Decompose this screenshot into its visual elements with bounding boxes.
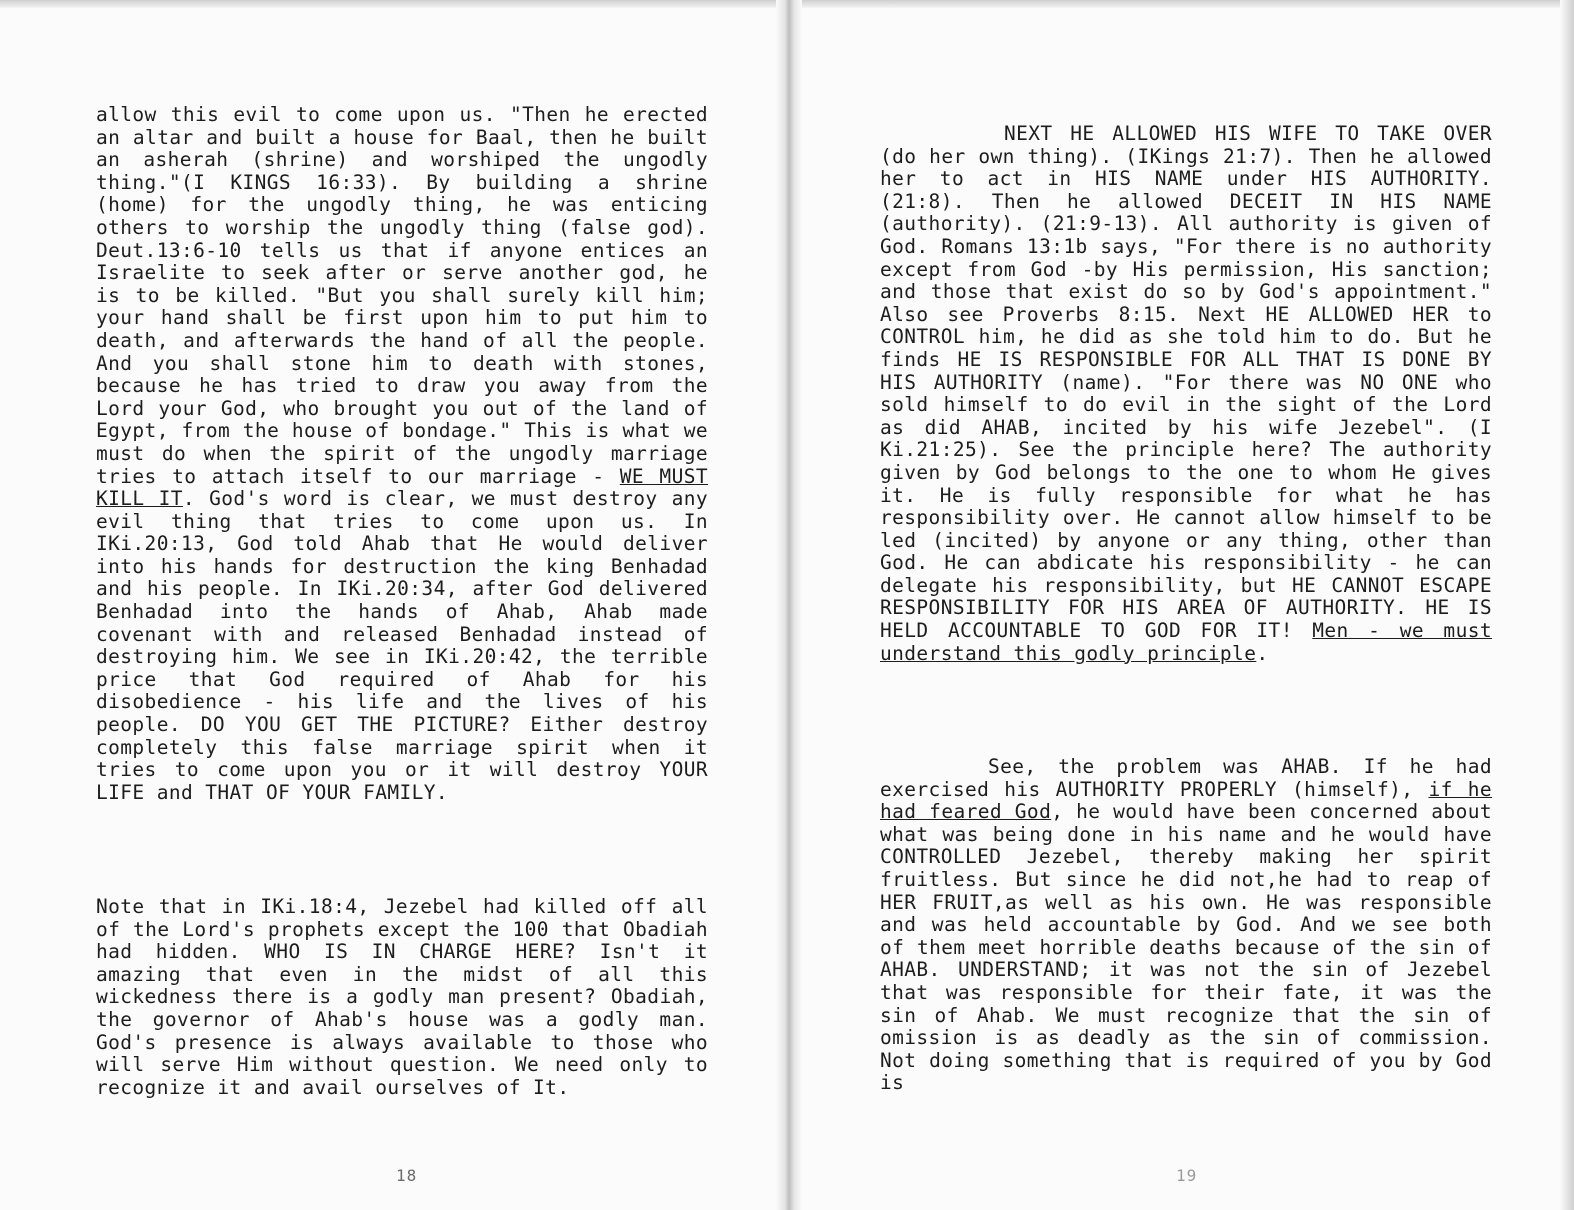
left-page-number: 18 [396, 1166, 418, 1185]
right-p1-text-a: NEXT HE ALLOWED HIS WIFE TO TAKE OVER (do her own thing). (IKings 21:7). Then he allowed her to act in HIS NAME under HIS AUTHORITY. (21:8). Then he allowed DECEIT IN HIS NAME (authority). (21:9-13). All authority is given of God. Romans 13:1b says, "For there is no authority except from God -by His permission, His sanction; and those that exist do so by God's appointment." Also see Proverbs 8:15. Next HE ALLOWED HER to CONTROL him, he did as she told him to do. But he finds HE IS RESPONSIBLE FOR ALL THAT IS DONE BY HIS AUTHORITY (name). "For there was NO ONE who sold himself to do evil in the sight of the Lord as did AHAB, incited by his wife Jezebel". (I Ki.21:25). See the principle here? The authority given by God belongs to the one to whom He gives it. He is fully responsible for what he has responsibility over. He cannot allow himself to be led (incited) by anyone or any thing, other than God. He can abdicate his responsibility - he can delegate his responsibility, but HE CANNOT ESCAPE RESPONSIBILITY FOR HIS AREA OF AUTHORITY. HE IS HELD ACCOUNTABLE TO GOD FOR IT! [880, 122, 1492, 643]
left-paragraph-1 [96, 104, 708, 804]
right-p2-text-b: , he would have been concerned about what was being done in his name and he would have CONTROLLED Jezebel, thereby making her spirit fruitless. But since he did not,he had to reap of HER FRUIT,as well as his own. He was responsible and was held accountable by God. And we see both of them meet horrible deaths because of the sin of AHAB. UNDERSTAND; it was not the sin of Jezebel that was responsible for their fate, it was the sin of Ahab. We must recognize that the sin of omission is as deadly as the sin of commission. Not doing something that is required of you by God is [880, 800, 1492, 1095]
left-p1-underlined: WE MUST KILL IT [96, 464, 708, 511]
right-p1-text-b: . [1256, 641, 1269, 665]
right-page [880, 0, 1500, 1210]
left-page [96, 0, 716, 1210]
right-p2-text-a: See, the problem was AHAB. If he had exercised his AUTHORITY PROPERLY (himself), [880, 755, 1492, 801]
left-paragraph-2: Note that in IKi.18:4, Jezebel had killed off all of the Lord's prophets except the 100 that Obadiah had hidden. WHO IS IN CHARGE HERE? Isn't it amazing that even in the midst of all this wickedness there is a godly man present? Obadiah, the governor of Ahab's house was a godly man. God's presence is always available to those who will serve Him without question. We need only to recognize it and avail ourselves of It. [96, 895, 708, 1099]
right-page-number: 19 [1176, 1166, 1198, 1185]
page-right-edge [1560, 0, 1574, 1210]
left-p1-text-b: . God's word is clear, we must destroy any evil thing that tries to come upon us. In IKi.20:13, God told Ahab that He would deliver into his hands for destruction the king Benhadad and his people. In IKi.20:34, after God delivered Benhadad into the hands of Ahab, Ahab made covenant with and released Benhadad instead of destroying him. We see in IKi.20:42, the terrible price that God required of Ahab for his disobedience - his life and the lives of his people. DO YOU GET THE PICTURE? Either destroy completely this false marriage spirit when it tries to come upon you or it will destroy YOUR LIFE and THAT OF YOUR FAMILY. [96, 487, 708, 804]
right-paragraph-2 [880, 756, 1492, 1095]
right-p2-underlined: if he had feared God [880, 777, 1492, 824]
book-gutter [776, 0, 802, 1210]
right-paragraph-1 [880, 123, 1492, 665]
left-p1-text-a: allow this evil to come upon us. "Then he erected an altar and built a house for Baal, then he built an asherah (shrine) and worshiped the ungodly thing."(I KINGS 16:33). By building a shrine (home) for the ungodly thing, he was enticing others to worship the ungodly thing (false god). Deut.13:6-10 tells us that if anyone entices an Israelite to seek after or serve another god, he is to be killed. "But you shall surely kill him; your hand shall be first upon him to put him to death, and afterwards the hand of all the people. And you shall stone him to death with stones, because he has tried to draw you away from the Lord your God, who brought you out of the land of Egypt, from the house of bondage." This is what we must do when the spirit of the ungodly marriage tries to attach itself to our marriage - [96, 103, 708, 488]
right-p1-underlined: Men - we must understand this godly principle [880, 619, 1492, 665]
